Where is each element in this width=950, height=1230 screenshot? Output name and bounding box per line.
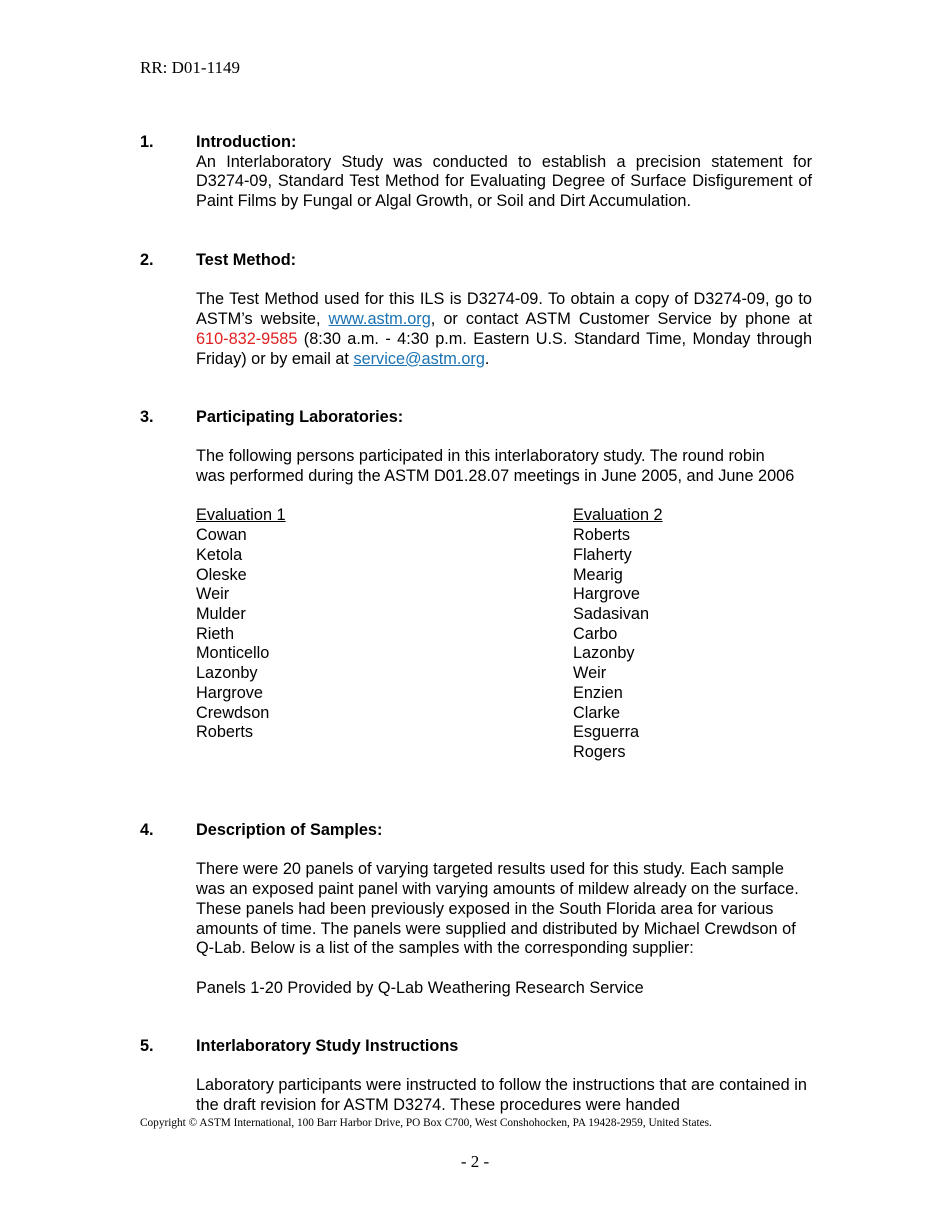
list-item: Clarke [573, 703, 621, 722]
section-title: Participating Laboratories: [196, 408, 404, 426]
list-item: Roberts [196, 723, 254, 742]
list-item: Sadasivan [573, 605, 650, 623]
section-text: There were 20 panels of varying targeted results used for this study. Each sample was an exposed paint panel with varying amounts of mildew already on the surface. These panels had been previously exposed in the South Florida area for various amounts of time. The panels were supplied and distributed by Michael Crewdson of Q-Lab. Below is a list of the samples with the corresponding supplier: [196, 860, 799, 958]
evaluation-1-heading: Evaluation 1 [196, 506, 286, 525]
list-item: Monticello [196, 644, 270, 663]
list-item: Cowan [196, 526, 247, 545]
evaluation-2-heading: Evaluation 2 [573, 506, 663, 525]
report-reference: RR: D01-1149 [140, 58, 240, 77]
section-title: Test Method: [196, 251, 297, 269]
page-number: - 2 - [460, 1152, 490, 1171]
list-item: Ketola [196, 545, 243, 564]
section-number: 5. [140, 1037, 154, 1055]
email-link[interactable]: service@astm.org [353, 349, 485, 368]
section-test-method [140, 251, 812, 369]
list-item: Oleske [196, 565, 247, 584]
list-item: Carbo [573, 624, 618, 643]
astm-website-link[interactable]: www.astm.org [328, 310, 431, 329]
list-item: Hargrove [573, 585, 640, 604]
section-title: Interlaboratory Study Instructions [196, 1037, 459, 1055]
list-item: Lazonby [196, 664, 258, 683]
section-number: 3. [140, 408, 154, 426]
list-item: Crewdson [196, 703, 270, 722]
list-item: Roberts [573, 526, 631, 545]
section-number: 4. [140, 821, 154, 839]
list-item: Weir [573, 664, 607, 683]
list-item: Hargrove [196, 683, 263, 702]
section-text: An Interlaboratory Study was conducted to establish a precision statement for D3274-09, Standard Test Method for Evaluating Degree of Surface Disfigurement of Paint Films by Fungal or Algal Growth, or Soil and Dirt Accumulation. [196, 152, 812, 211]
evaluation-2-list [573, 506, 663, 762]
section-ils-instructions [140, 1037, 812, 1116]
list-item: Lazonby [573, 644, 635, 663]
section-introduction [140, 133, 812, 212]
section-text: The Test Method used for this ILS is D3274-09. To obtain a copy of D3274-09, go to ASTM’s website, www.astm.org, or contact ASTM Customer Service by phone at 610-832-9585 (8:30 a.m. - 4:30 p.m. Eastern U.S. Standard Time, Monday through Friday) or by email at service@astm.org. [196, 290, 812, 368]
section-title: Introduction: [196, 133, 297, 151]
list-item: Mearig [573, 565, 623, 584]
list-item: Weir [196, 585, 230, 604]
section-participating-labs [140, 408, 812, 761]
section-description-of-samples [140, 821, 812, 998]
evaluation-1-list [196, 506, 286, 742]
list-item: Esguerra [573, 723, 640, 742]
copyright-notice: Copyright © ASTM International, 100 Barr Harbor Drive, PO Box C700, West Conshohocken, PA 19428-2959, United States. [140, 1117, 712, 1129]
list-item: Enzien [573, 683, 623, 702]
section-number: 2. [140, 251, 154, 269]
section-title: Description of Samples: [196, 821, 383, 839]
list-item: Rieth [196, 624, 235, 643]
section-text: The following persons participated in this interlaboratory study. The round robin was performed during the ASTM D01.28.07 meetings in June 2005, and June 2006 [196, 447, 795, 486]
list-item: Flaherty [573, 545, 632, 564]
phone-number: 610-832-9585 [196, 329, 298, 348]
list-item: Rogers [573, 742, 626, 761]
section-number: 1. [140, 133, 154, 151]
list-item: Mulder [196, 605, 246, 623]
section-text: Laboratory participants were instructed to follow the instructions that are contained in the draft revision for ASTM D3274. These procedures were handed [196, 1076, 807, 1115]
section-text-supplier: Panels 1-20 Provided by Q-Lab Weathering Research Service [196, 978, 644, 997]
